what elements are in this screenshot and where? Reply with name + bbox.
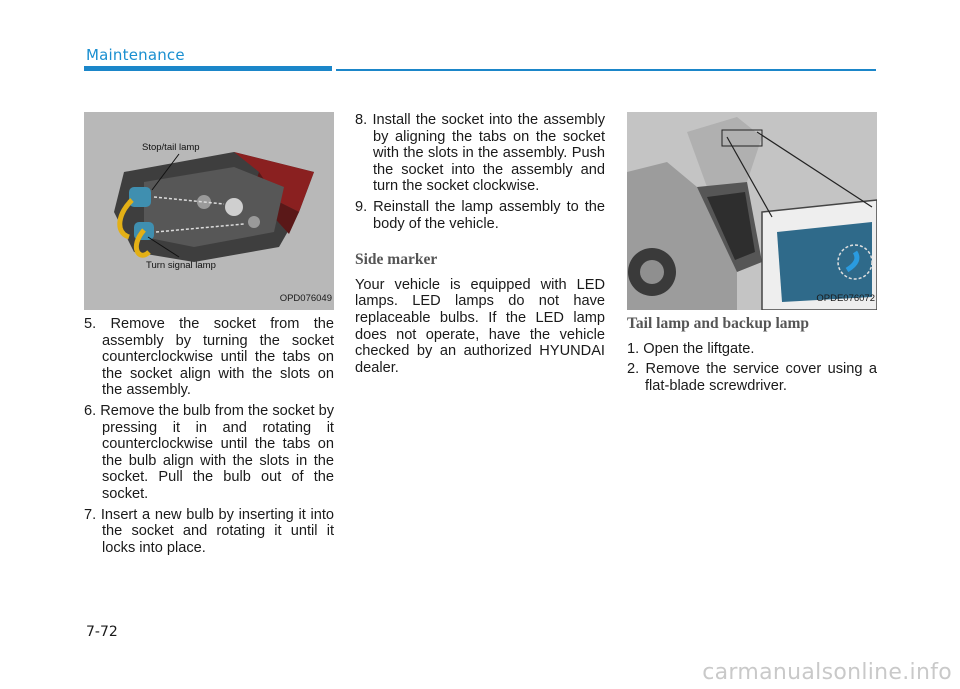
tail-lamp-heading: Tail lamp and backup lamp bbox=[627, 315, 810, 332]
column-3 bbox=[627, 112, 877, 398]
watermark: carmanualsonline.info bbox=[702, 660, 952, 685]
step-2: 2. Remove the service cover using a flat-blade screwdriver. bbox=[627, 361, 877, 394]
page-number: 7-72 bbox=[86, 624, 118, 640]
column-1 bbox=[84, 112, 334, 560]
stop-tail-lamp-label: Stop/tail lamp bbox=[142, 142, 200, 153]
step-7: 7. Insert a new bulb by inserting it into the socket and rotating it until it locks into place. bbox=[84, 506, 334, 556]
step-5: 5. Remove the socket from the assembly by turning the socket counterclockwise until the tabs on the socket align with the slots on the assembly. bbox=[84, 316, 334, 399]
step-1: 1. Open the liftgate. bbox=[627, 340, 755, 357]
liftgate-figure bbox=[627, 112, 877, 310]
section-title: Maintenance bbox=[86, 46, 185, 64]
side-marker-heading: Side marker bbox=[355, 251, 438, 269]
column-2 bbox=[355, 112, 605, 376]
step-9: 9. Reinstall the lamp assembly to the body of the vehicle. bbox=[355, 198, 605, 232]
figure-code: OPD076049 bbox=[279, 293, 332, 305]
header-rule-thin bbox=[336, 69, 876, 71]
step-8: 8. Install the socket into the assembly by aligning the tabs on the socket with the slots in the assembly. Push the socket into the assembly and turn the socket clockwise. bbox=[355, 112, 605, 195]
tail-lamp-illustration bbox=[84, 112, 334, 310]
tail-lamp-socket-figure bbox=[84, 112, 334, 310]
side-marker-paragraph: Your vehicle is equipped with LED lamps. LED lamps do not have replaceable bulbs. If the LED lamp does not operate, have the vehicle checked by an authorized HYUNDAI dealer. bbox=[355, 276, 605, 376]
header-rule-thick bbox=[84, 66, 332, 71]
turn-signal-lamp-label: Turn signal lamp bbox=[146, 260, 216, 271]
figure-code: OPDE076072 bbox=[816, 293, 875, 305]
step-6: 6. Remove the bulb from the socket by pressing it in and rotating it counterclockwise until the tabs on the bulb align with the slots in the socket. Pull the bulb out of the socket. bbox=[84, 402, 334, 502]
liftgate-illustration bbox=[627, 112, 877, 310]
